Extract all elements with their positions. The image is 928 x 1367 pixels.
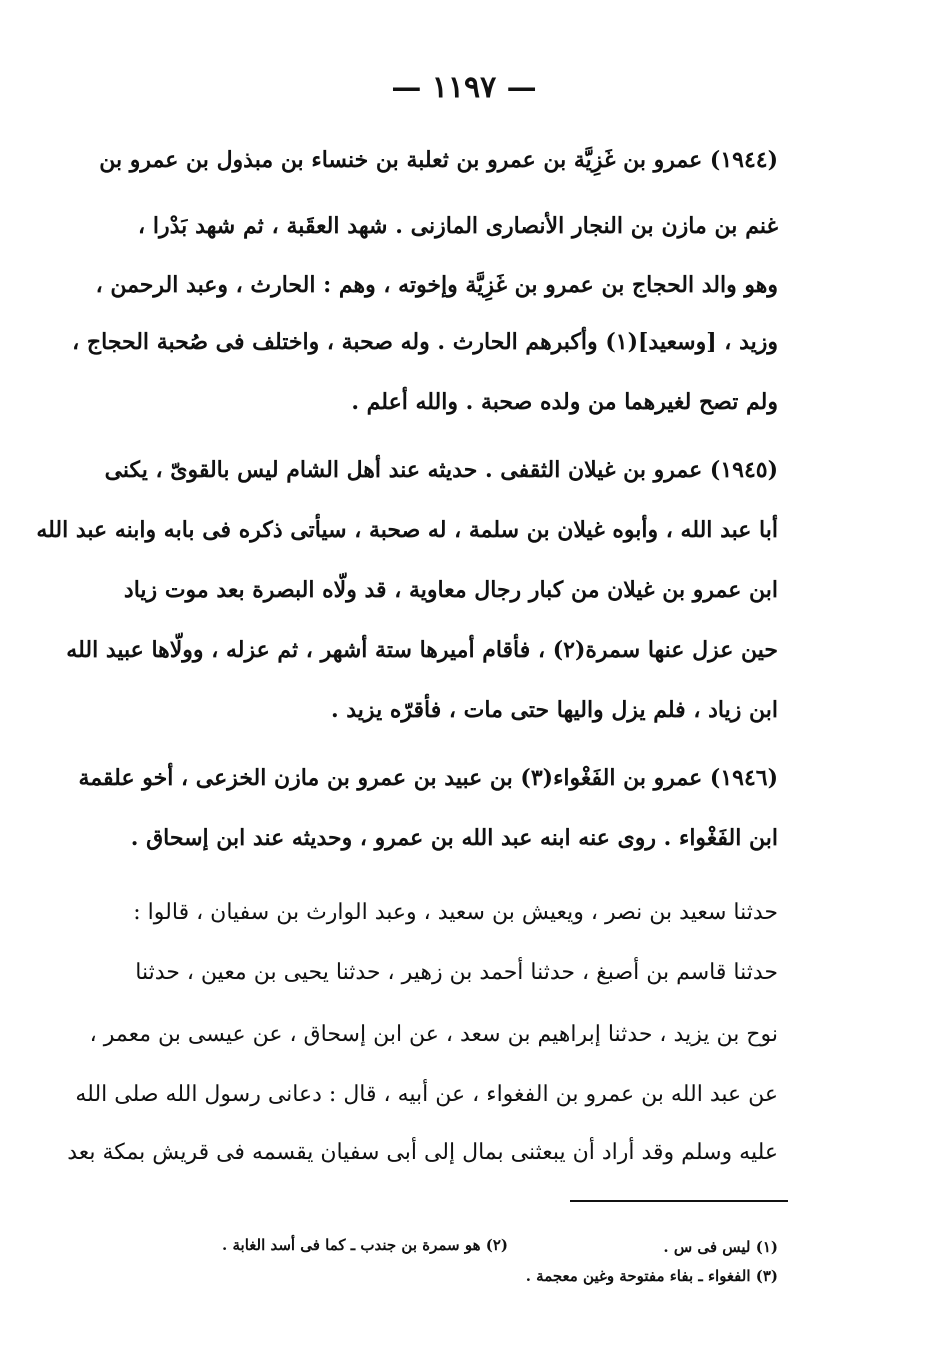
entry-line: ابن الفَغْواء . روى عنه ابنه عبد الله بن عمرو ، وحديثه عند ابن إسحاق .	[130, 825, 778, 851]
entry-line: ابن عمرو بن غيلان من كبار رجال معاوية ، قد ولّاه البصرة بعد موت زياد	[123, 577, 778, 603]
entry-line: ابن زياد ، فلم يزل واليها حتى مات ، فأقرّه يزيد .	[330, 697, 778, 723]
footnote-2: (٢) هو سمرة بن جندب ـ كما فى أسد الغابة .	[222, 1236, 508, 1254]
entry-line: (١٩٤٦) عمرو بن الفَغْواء(٣) بن عبيد بن عمرو بن مازن الخزعى ، أخو علقمة	[78, 765, 778, 791]
entry-line: وهو والد الحجاج بن عمرو بن غَزِيَّة وإخوته ، وهم : الحارث ، وعبد الرحمن ،	[95, 272, 778, 298]
footnote-1: (١) ليس فى س .	[663, 1238, 778, 1256]
entry-line: حين عزل عنها سمرة(٢) ، فأقام أميرها ستة أشهر ، ثم عزله ، وولّاها عبيد الله	[66, 637, 778, 663]
entry-line: أبا عبد الله ، وأبوه غيلان بن سلمة ، له صحبة ، سيأتى ذكره فى بابه وابنه عبد الله	[36, 517, 778, 543]
entry-line: (١٩٤٥) عمرو بن غيلان الثقفى . حديثه عند أهل الشام ليس بالقوىّ ، يكنى	[104, 457, 778, 483]
footnote-3: (٣) الفغواء ـ بفاء مفتوحة وغين معجمة .	[525, 1267, 778, 1285]
page-number: — ١١٩٧ —	[391, 70, 537, 105]
entry-line: (١٩٤٤) عمرو بن غَزِيَّة بن عمرو بن ثعلبة بن خنساء بن مبذول بن عمرو بن	[99, 147, 778, 173]
footnote-divider	[570, 1200, 788, 1202]
entry-line: وزيد ، [وسعيد](١) وأكبرهم الحارث . وله صحبة ، واختلف فى صُحبة الحجاج ،	[72, 329, 778, 355]
hadith-line: نوح بن يزيد ، حدثنا إبراهيم بن سعد ، عن ابن إسحاق ، عن عيسى بن معمر ،	[89, 1022, 778, 1047]
entry-line: ولم تصح لغيرهما من ولده صحبة . والله أعلم .	[351, 389, 778, 415]
hadith-line: حدثنا قاسم بن أصبغ ، حدثنا أحمد بن زهير ، حدثنا يحيى بن معين ، حدثنا	[135, 960, 778, 985]
hadith-line: حدثنا سعيد بن نصر ، ويعيش بن سعيد ، وعبد الوارث بن سفيان ، قالوا :	[133, 900, 778, 925]
entry-line: غنم بن مازن بن النجار الأنصارى المازنى . شهد العقَبة ، ثم شهد بَدْرا ،	[138, 213, 778, 239]
hadith-line: عن عبد الله بن عمرو بن الفغواء ، عن أبيه ، قال : دعانى رسول الله صلى الله	[75, 1082, 778, 1107]
hadith-line: عليه وسلم وقد أراد أن يبعثنى بمال إلى أبى سفيان يقسمه فى قريش بمكة بعد	[67, 1140, 778, 1165]
